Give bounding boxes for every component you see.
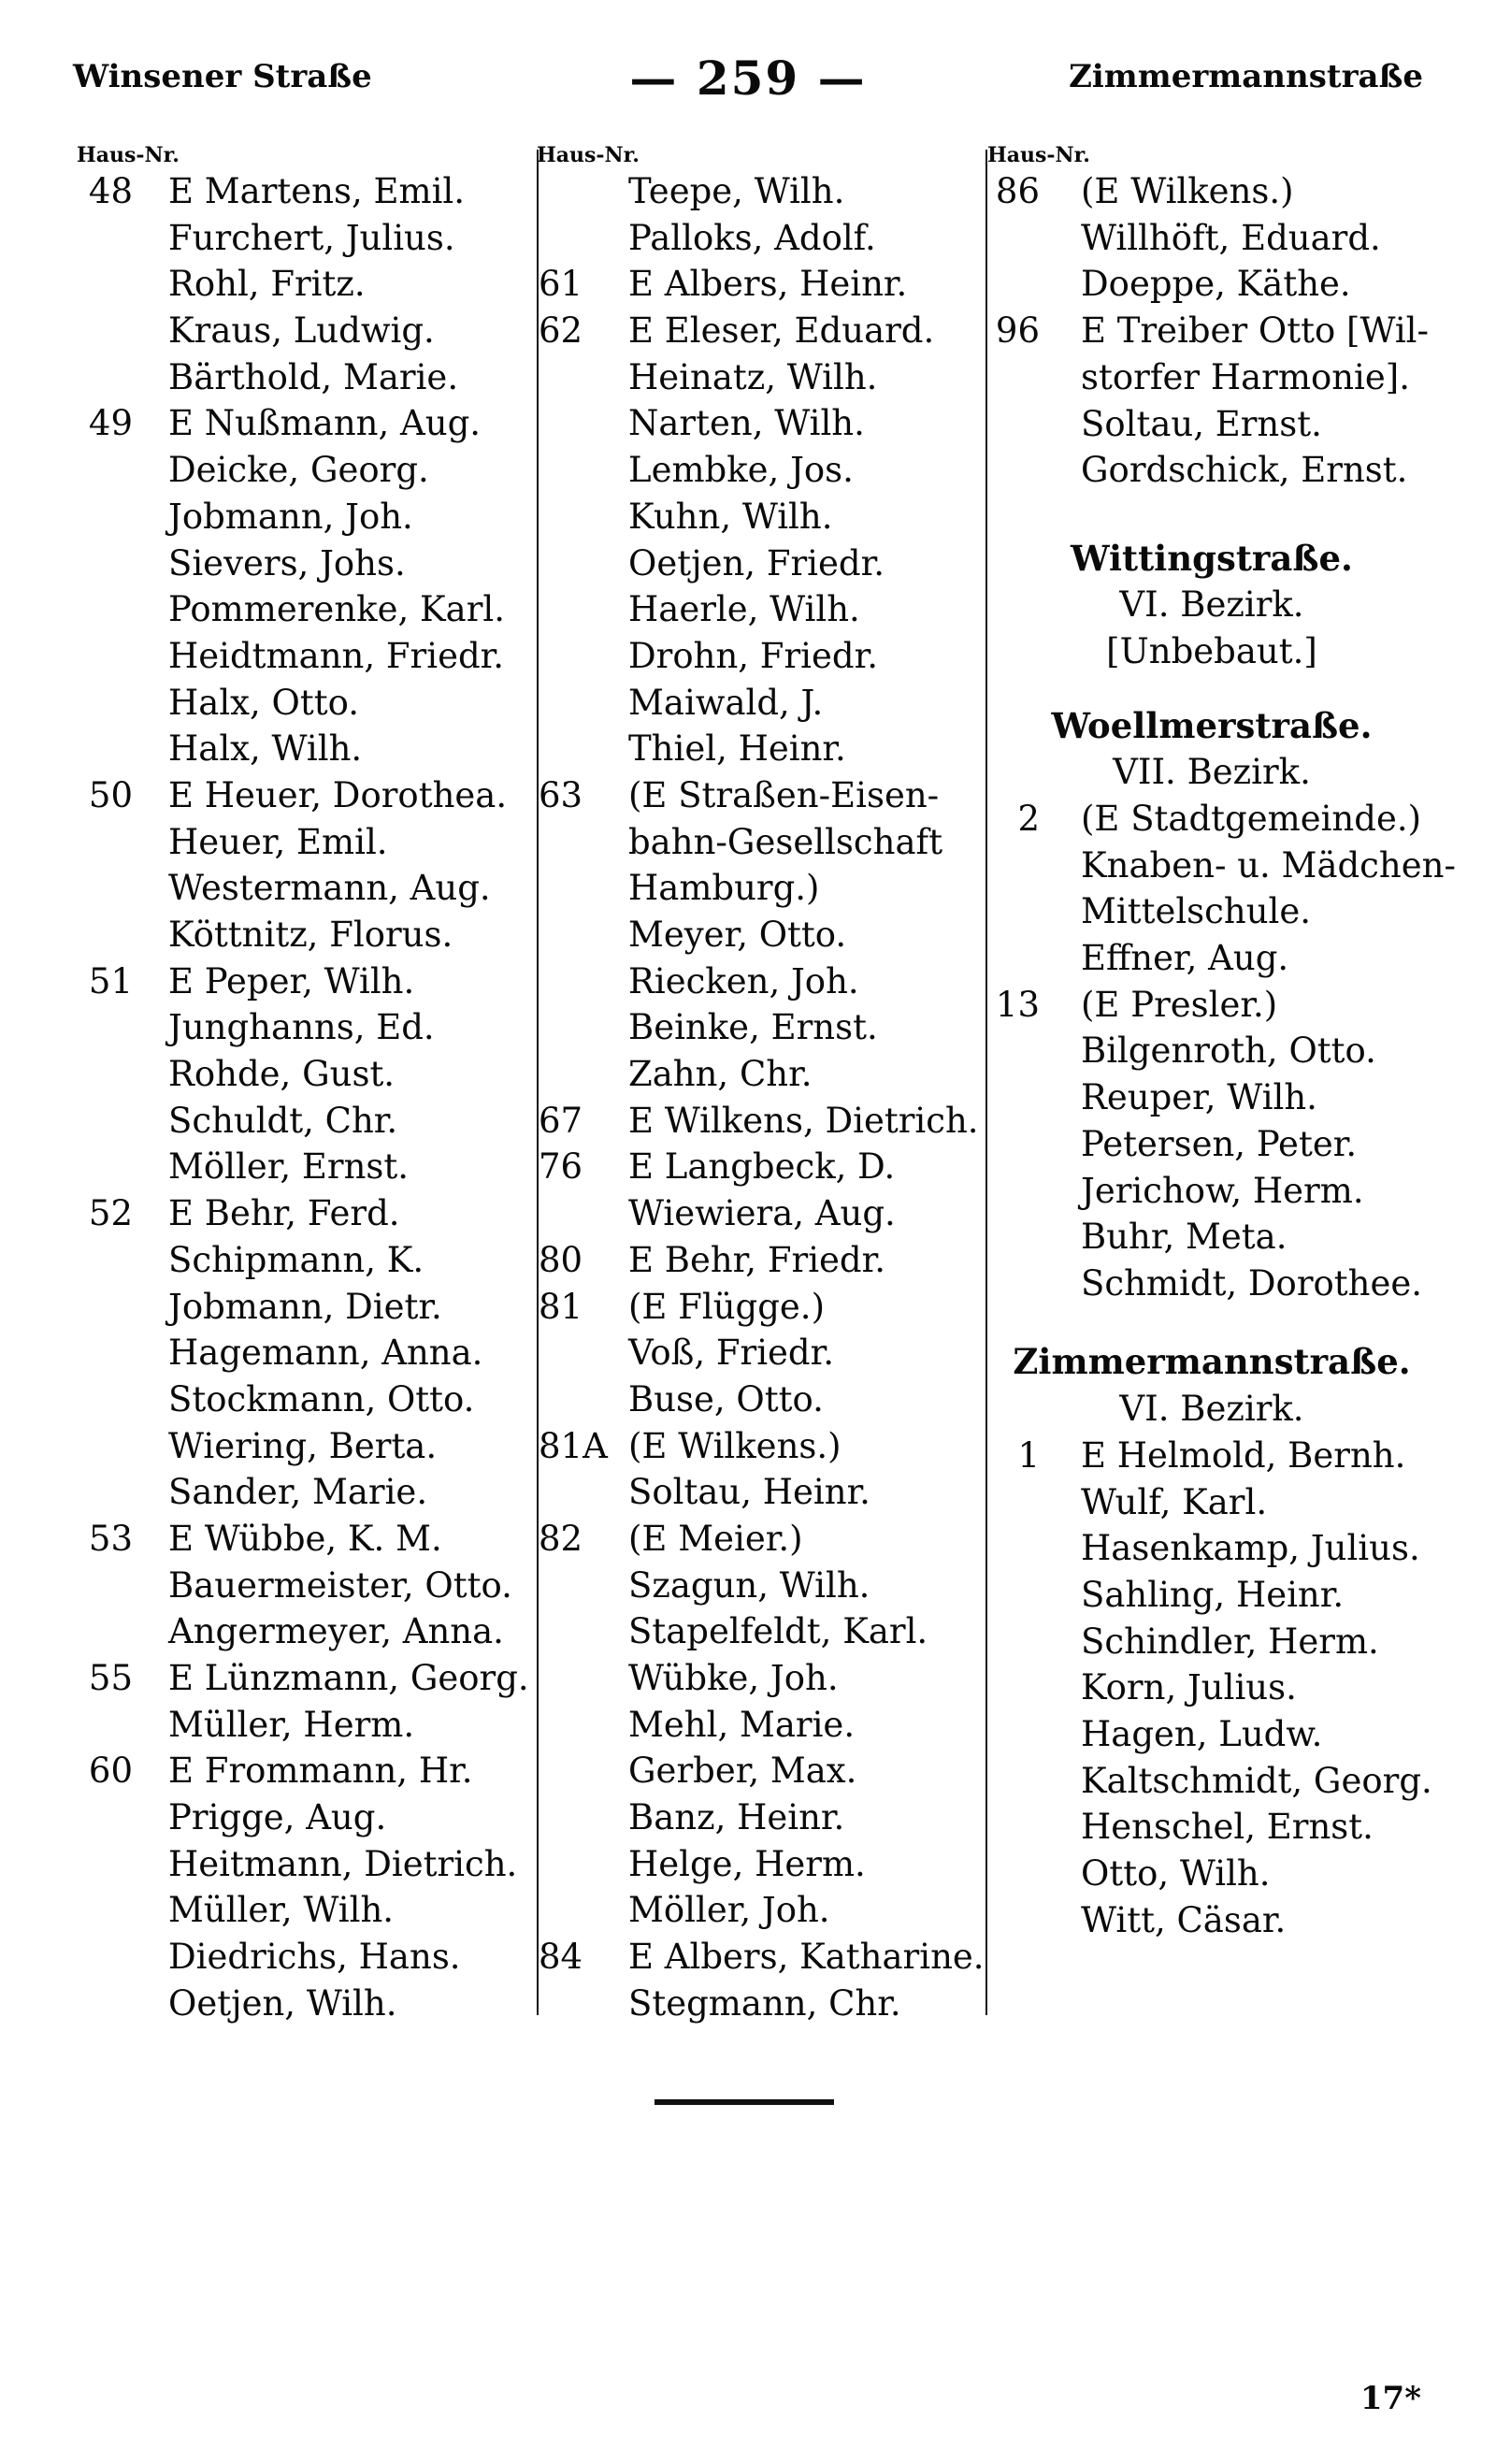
list-item [77, 1841, 535, 1888]
list-item [77, 308, 535, 354]
list-item [77, 215, 535, 262]
list-item [77, 1190, 535, 1237]
resident-entry: E Wilkens, Dietrich. [628, 1100, 979, 1141]
resident-entry: Reuper, Wilh. [1081, 1077, 1317, 1118]
resident-entry: Angermeyer, Anna. [168, 1611, 504, 1652]
resident-entry: Jerichow, Herm. [1081, 1170, 1364, 1211]
list-item [537, 540, 982, 587]
resident-entry: Prigge, Aug. [168, 1797, 387, 1838]
resident-entry: Wiering, Berta. [168, 1425, 438, 1466]
resident-entry: Bauermeister, Otto. [168, 1564, 512, 1606]
house-number: 55 [88, 1658, 133, 1698]
house-number: 61 [539, 264, 583, 305]
list-item [77, 540, 535, 587]
list-item [987, 1168, 1436, 1215]
resident-entry: Westermann, Aug. [168, 868, 491, 909]
resident-entry: Halx, Otto. [168, 682, 360, 723]
resident-entry: Zahn, Chr. [628, 1054, 813, 1095]
resident-entry: Oetjen, Wilh. [168, 1982, 397, 2024]
house-number: 49 [88, 403, 133, 444]
list-item [537, 1934, 985, 1981]
list-item [987, 1851, 1436, 1897]
list-item [77, 1981, 535, 2027]
resident-entry: Haerle, Wilh. [628, 589, 860, 630]
resident-entry: E Martens, Emil. [168, 171, 466, 211]
list-item [537, 354, 982, 401]
list-item [77, 354, 535, 401]
resident-entry: Buhr, Meta. [1081, 1217, 1287, 1258]
list-item [77, 586, 535, 633]
list-item [77, 494, 535, 540]
street-range-start: Winsener Straße [73, 58, 372, 95]
list-item [987, 888, 1436, 935]
list-item [537, 261, 982, 308]
resident-entry: Pommerenke, Karl. [168, 589, 505, 630]
resident-entry: Effner, Aug. [1081, 938, 1289, 979]
list-item [537, 447, 982, 494]
list-item [77, 1934, 535, 1981]
resident-entry: Heinatz, Wilh. [628, 356, 878, 397]
resident-entry: Bilgenroth, Otto. [1081, 1030, 1376, 1072]
resident-entry: E Heuer, Dorothea. [168, 774, 508, 815]
list-item [987, 796, 1436, 843]
resident-entry: Hasenkamp, Julius. [1081, 1528, 1420, 1569]
resident-entry: Schindler, Herm. [1081, 1621, 1379, 1662]
resident-entry: Petersen, Peter. [1081, 1123, 1358, 1164]
resident-entry: Knaben- u. Mädchen- [1081, 844, 1456, 886]
list-item [537, 400, 982, 447]
resident-entry: Otto, Wilh. [1081, 1853, 1271, 1895]
resident-entry: Doeppe, Käthe. [1081, 264, 1351, 305]
list-item [537, 1376, 982, 1423]
list-item [537, 1469, 982, 1516]
resident-entry: (E Presler.) [1081, 984, 1278, 1025]
list-item [77, 1004, 535, 1051]
resident-entry: Soltau, Ernst. [1081, 403, 1322, 444]
resident-entry: Stapelfeldt, Karl. [628, 1611, 928, 1652]
list-item [537, 726, 982, 772]
list-item [77, 1516, 535, 1563]
list-item [987, 1619, 1436, 1665]
resident-entry: E Nußmann, Aug. [168, 403, 482, 444]
list-item [987, 1261, 1436, 1307]
resident-entry: Voß, Friedr. [628, 1333, 834, 1374]
list-item [537, 1563, 982, 1609]
list-item [77, 1469, 535, 1516]
resident-entry: Teepe, Wilh. [628, 171, 845, 211]
list-item [537, 680, 982, 727]
resident-entry: Kuhn, Wilh. [628, 496, 833, 537]
list-item [77, 447, 535, 494]
resident-entry: Lembke, Jos. [628, 450, 854, 491]
district-note: [Unbebaut.] [1106, 631, 1317, 672]
list-item [77, 1748, 535, 1794]
resident-entry: Sander, Marie. [168, 1472, 428, 1513]
resident-entry: E Frommann, Hr. [168, 1751, 473, 1792]
list-item [77, 261, 535, 308]
list-item [537, 1981, 982, 2027]
list-item [77, 1237, 535, 1284]
resident-entry: Kaltschmidt, Georg. [1081, 1760, 1432, 1801]
list-item [77, 1887, 535, 1934]
district-note: VI. Bezirk. [1119, 1389, 1304, 1430]
resident-entry: Gordschick, Ernst. [1081, 450, 1408, 491]
list-item [77, 1144, 535, 1190]
resident-entry: Stockmann, Otto. [168, 1378, 475, 1419]
list-item [77, 1051, 535, 1098]
house-number: 76 [539, 1146, 583, 1188]
resident-entry: Thiel, Heinr. [628, 728, 846, 770]
column-3-entries [987, 168, 1456, 1945]
house-number: 81A [539, 1425, 608, 1466]
list-item [537, 1051, 982, 1098]
resident-entry: Bärthold, Marie. [168, 356, 459, 397]
list-item [77, 1098, 535, 1145]
district-note: VII. Bezirk. [1113, 752, 1311, 793]
list-item [537, 1098, 982, 1145]
list-item [987, 1214, 1436, 1261]
list-item [537, 633, 982, 680]
resident-entry: Buse, Otto. [628, 1378, 824, 1419]
resident-entry: Henschel, Ernst. [1081, 1807, 1374, 1848]
list-item [77, 1794, 535, 1841]
list-item [987, 1572, 1436, 1619]
resident-entry: Schuldt, Chr. [168, 1100, 398, 1141]
list-item [987, 1664, 1436, 1711]
house-number-header: Haus-Nr. [537, 143, 640, 167]
resident-entry: E Treiber Otto [Wil- [1081, 310, 1429, 352]
house-number: 84 [539, 1937, 583, 1978]
house-number-header: Haus-Nr. [987, 143, 1090, 167]
list-item [537, 1423, 982, 1470]
resident-entry: Hamburg.) [628, 868, 820, 909]
resident-entry: Heuer, Emil. [168, 821, 388, 862]
resident-entry: Willhöft, Eduard. [1081, 217, 1381, 258]
list-item [77, 958, 535, 1005]
resident-entry: Mittelschule. [1081, 891, 1312, 932]
resident-entry: Korn, Julius. [1081, 1667, 1297, 1708]
list-item [537, 1608, 982, 1655]
list-item [77, 400, 535, 447]
resident-entry: E Peper, Wilh. [168, 960, 415, 1001]
resident-entry: Wübke, Joh. [628, 1658, 839, 1698]
list-item [537, 772, 982, 819]
list-item [987, 308, 1436, 354]
end-rule [654, 2099, 834, 2105]
resident-entry: Heitmann, Dietrich. [168, 1843, 518, 1884]
list-item [537, 1702, 982, 1749]
house-number: 51 [88, 960, 133, 1001]
list-item [537, 215, 982, 262]
page-number: — 259 — [629, 50, 867, 106]
house-number: 86 [995, 171, 1040, 211]
list-item [987, 447, 1436, 494]
list-item [537, 1794, 982, 1841]
list-item [987, 935, 1436, 982]
resident-entry: Kraus, Ludwig. [168, 310, 435, 352]
list-item [537, 958, 982, 1005]
list-item [77, 633, 535, 680]
resident-entry: E Behr, Friedr. [628, 1239, 885, 1280]
list-item [987, 168, 1436, 215]
list-item [537, 819, 982, 866]
house-number: 48 [88, 171, 133, 211]
resident-entry: Riecken, Joh. [628, 960, 859, 1001]
resident-entry: Palloks, Adolf. [628, 217, 876, 258]
list-item [537, 865, 982, 912]
list-item [987, 843, 1456, 889]
resident-entry: (E Wilkens.) [1081, 171, 1294, 211]
house-number: 13 [995, 984, 1040, 1025]
running-head [73, 50, 1423, 114]
resident-entry: bahn-Gesellschaft [628, 821, 943, 862]
resident-entry: Wulf, Karl. [1081, 1481, 1268, 1522]
resident-entry: (E Wilkens.) [628, 1425, 842, 1466]
list-item [77, 1376, 535, 1423]
list-item [987, 401, 1436, 448]
resident-entry: (E Straßen-Eisen- [628, 774, 940, 815]
resident-entry: Schipmann, K. [168, 1239, 424, 1280]
resident-entry: Junghanns, Ed. [168, 1007, 435, 1048]
column-2 [537, 142, 985, 2027]
list-item [537, 586, 982, 633]
resident-entry: E Wübbe, K. M. [168, 1518, 442, 1559]
list-item [987, 1525, 1436, 1572]
resident-entry: Hagen, Ludw. [1081, 1714, 1323, 1755]
list-item [987, 1121, 1436, 1168]
list-item [987, 1711, 1436, 1758]
resident-entry: Sahling, Heinr. [1081, 1574, 1345, 1615]
resident-entry: Maiwald, J. [628, 682, 824, 723]
list-item [987, 1804, 1436, 1851]
list-item [537, 168, 982, 215]
resident-entry: Helge, Herm. [628, 1843, 866, 1884]
resident-entry: E Albers, Heinr. [628, 264, 908, 305]
list-item [987, 1897, 1436, 1944]
resident-entry: (E Meier.) [628, 1518, 803, 1559]
list-item [537, 1284, 982, 1331]
list-item [987, 261, 1436, 308]
resident-entry: E Helmold, Bernh. [1081, 1434, 1406, 1476]
list-item [987, 982, 1436, 1029]
list-item [77, 912, 535, 958]
street-heading: Woellmerstraße. [1051, 704, 1373, 746]
resident-entry: E Albers, Katharine. [628, 1937, 985, 1978]
resident-entry: Schmidt, Dorothee. [1081, 1262, 1423, 1304]
list-item [537, 1887, 982, 1934]
list-item [77, 680, 535, 727]
resident-entry: E Langbeck, D. [628, 1146, 896, 1188]
list-item [987, 1433, 1436, 1479]
signature-mark: 17* [1359, 2380, 1421, 2417]
list-item [537, 1516, 982, 1563]
resident-entry: Köttnitz, Florus. [168, 915, 453, 955]
list-item [77, 1563, 535, 1609]
resident-entry: Möller, Ernst. [168, 1146, 410, 1188]
list-item [537, 1330, 982, 1376]
resident-entry: (E Flügge.) [628, 1286, 826, 1327]
house-number: 60 [88, 1751, 133, 1792]
house-number: 82 [539, 1518, 583, 1559]
list-item [77, 1423, 535, 1470]
house-number: 63 [539, 774, 583, 815]
list-item [987, 354, 1436, 401]
resident-entry: Diedrichs, Hans. [168, 1937, 461, 1978]
resident-entry: Sievers, Johs. [168, 542, 406, 584]
street-heading: Wittingstraße. [1071, 537, 1353, 579]
house-number: 2 [1017, 798, 1040, 839]
list-item [77, 865, 535, 912]
list-item [537, 1004, 982, 1051]
street-heading: Zimmermannstraße. [1013, 1341, 1411, 1383]
resident-entry: Stegmann, Chr. [628, 1982, 901, 2024]
house-number: 1 [1017, 1434, 1040, 1476]
list-item [77, 726, 535, 772]
house-number: 81 [539, 1286, 583, 1327]
resident-entry: Narten, Wilh. [628, 403, 865, 444]
resident-entry: Jobmann, Dietr. [168, 1286, 442, 1327]
list-item [77, 168, 535, 215]
resident-entry: Mehl, Marie. [628, 1704, 856, 1745]
list-item [987, 1479, 1436, 1526]
list-item [77, 1330, 535, 1376]
resident-entry: Müller, Wilh. [168, 1890, 395, 1931]
list-item [77, 819, 535, 866]
resident-entry: Banz, Heinr. [628, 1797, 845, 1838]
list-item [987, 1074, 1436, 1121]
resident-entry: (E Stadtgemeinde.) [1081, 798, 1422, 839]
resident-entry: Rohde, Gust. [168, 1054, 396, 1095]
list-item [77, 772, 535, 819]
column-3 [987, 142, 1456, 1945]
column-1-entries [77, 168, 535, 2027]
list-item [987, 215, 1436, 262]
resident-entry: Jobmann, Joh. [168, 496, 413, 537]
house-number: 50 [88, 774, 133, 815]
list-item [77, 1655, 535, 1702]
house-number: 96 [995, 310, 1040, 352]
house-number: 62 [539, 310, 583, 352]
list-item [537, 494, 982, 540]
list-item [537, 308, 982, 354]
resident-entry: Beinke, Ernst. [628, 1007, 878, 1048]
resident-entry: E Eleser, Eduard. [628, 310, 935, 352]
house-number-header: Haus-Nr. [77, 143, 180, 167]
resident-entry: E Behr, Ferd. [168, 1193, 400, 1234]
district-note: VI. Bezirk. [1119, 584, 1304, 626]
list-item [537, 1237, 982, 1284]
resident-entry: Wiewiera, Aug. [628, 1193, 896, 1234]
house-number: 80 [539, 1239, 583, 1280]
resident-entry: Heidtmann, Friedr. [168, 635, 505, 676]
house-number: 52 [88, 1193, 133, 1234]
resident-entry: E Lünzmann, Georg. [168, 1658, 529, 1698]
list-item [77, 1702, 535, 1749]
resident-entry: Müller, Herm. [168, 1704, 415, 1745]
resident-entry: Drohn, Friedr. [628, 635, 878, 676]
list-item [537, 1190, 982, 1237]
list-item [537, 1748, 982, 1794]
resident-entry: Rohl, Fritz. [168, 264, 366, 305]
resident-entry: Szagun, Wilh. [628, 1564, 870, 1606]
list-item [537, 1841, 982, 1888]
list-item [77, 1284, 535, 1331]
resident-entry: Soltau, Heinr. [628, 1472, 870, 1513]
resident-entry: Möller, Joh. [628, 1890, 830, 1931]
list-item [77, 1608, 535, 1655]
list-item [537, 1144, 982, 1190]
list-item [537, 912, 982, 958]
resident-entry: Oetjen, Friedr. [628, 542, 885, 584]
resident-entry: Hagemann, Anna. [168, 1333, 483, 1374]
list-item [987, 1758, 1436, 1805]
list-item [987, 1028, 1436, 1074]
resident-entry: Meyer, Otto. [628, 915, 847, 955]
resident-entry: Witt, Cäsar. [1081, 1899, 1287, 1940]
column-2-entries [537, 168, 985, 2027]
list-item [537, 1655, 982, 1702]
street-range-end: Zimmermannstraße [1069, 58, 1423, 95]
resident-entry: Gerber, Max. [628, 1751, 857, 1792]
resident-entry: Furchert, Julius. [168, 217, 455, 258]
resident-entry: storfer Harmonie]. [1081, 356, 1410, 397]
resident-entry: Deicke, Georg. [168, 450, 429, 491]
resident-entry: Halx, Wilh. [168, 728, 363, 770]
house-number: 67 [539, 1100, 583, 1141]
column-1 [77, 142, 535, 2027]
house-number: 53 [88, 1518, 133, 1559]
